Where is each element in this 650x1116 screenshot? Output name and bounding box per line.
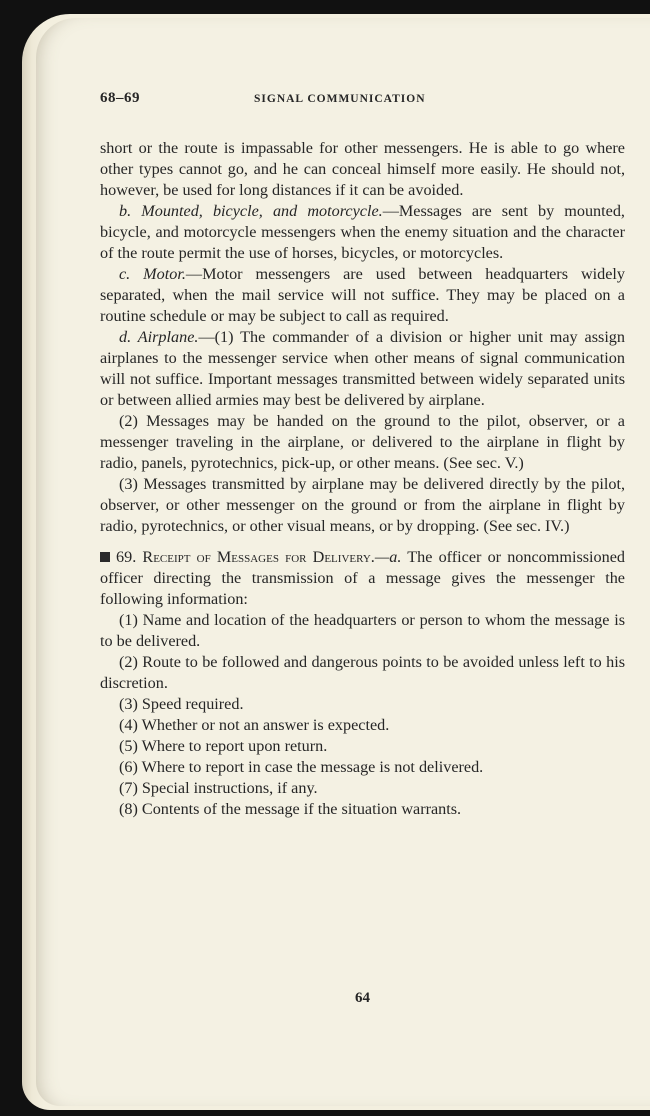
section-69-number: 69. [116, 548, 137, 566]
subparagraph-b-heading: b. Mounted, bicycle, and motorcycle. [119, 202, 383, 220]
running-head [100, 88, 625, 118]
section-spacer [100, 537, 625, 547]
black-square-icon [100, 552, 110, 562]
subparagraph-c-text: —Motor messengers are used between headquarters widely separated, when the mail service will not suffice. They may be placed on a routine schedule or may be subject to call as required. [100, 265, 626, 325]
list-item: (8) Contents of the message if the situation warrants. [119, 800, 462, 818]
subparagraph-c [100, 264, 625, 327]
paragraph-continued: short or the route is impassable for other messengers. He is able to go where other types cannot go, and he can conceal himself more easily. He should not, however, be used for long distances if it can be avoided. [100, 139, 625, 199]
paragraph-range: 68–69 [100, 90, 140, 106]
section-69-intro [100, 547, 625, 610]
list-item: (3) Speed required. [119, 695, 244, 713]
subparagraph-d-2: (2) Messages may be handed on the ground to the pilot, observer, or a messenger traveling in the airplane, or delivered to the airplane in flight by radio, panels, pyrotechnics, pick-up, or other means. (See sec. V.) [100, 412, 625, 472]
subparagraph-d-text: —(1) The commander of a division or higher unit may assign airplanes to the messenger service when other means of signal communication will not suffice. Important messages transmitted between widely separated units or between allied armies may best be delivered by airplane. [100, 328, 625, 409]
section-69-text: The officer or noncommissioned officer directing the transmission of a message gives the messenger the following information: [100, 548, 626, 608]
subparagraph-b [100, 201, 625, 264]
list-item: (5) Where to report upon return. [119, 737, 328, 755]
running-title: SIGNAL COMMUNICATION [254, 93, 426, 105]
subparagraph-b-text: —Messages are sent by mounted, bicycle, and motorcycle messengers when the enemy situation and the character of the route permit the use of horses, bicycles, or motorcycles. [100, 202, 625, 262]
list-item: (4) Whether or not an answer is expected. [119, 716, 390, 734]
list-item: (7) Special instructions, if any. [119, 779, 318, 797]
section-69-heading: Receipt of Messages for Delivery. [142, 548, 375, 566]
subparagraph-d-heading: d. Airplane. [119, 328, 199, 346]
list-item: (1) Name and location of the headquarters or person to whom the message is to be delivered. [100, 611, 625, 650]
page-number: 64 [355, 990, 370, 1006]
list-item: (6) Where to report in case the message is not delivered. [119, 758, 484, 776]
subparagraph-d-3: (3) Messages transmitted by airplane may be delivered directly by the pilot, observer, or other messenger on the ground or from the airplane in flight by radio, pyrotechnics, or other visual means, or by dropping. (See sec. IV.) [100, 475, 625, 535]
subparagraph-c-heading: c. Motor. [119, 265, 186, 283]
list-item: (2) Route to be followed and dangerous points to be avoided unless left to his discretion. [100, 653, 625, 692]
page-content [100, 88, 626, 1006]
section-69-lead: —a. [374, 548, 402, 566]
subparagraph-d [100, 327, 625, 411]
